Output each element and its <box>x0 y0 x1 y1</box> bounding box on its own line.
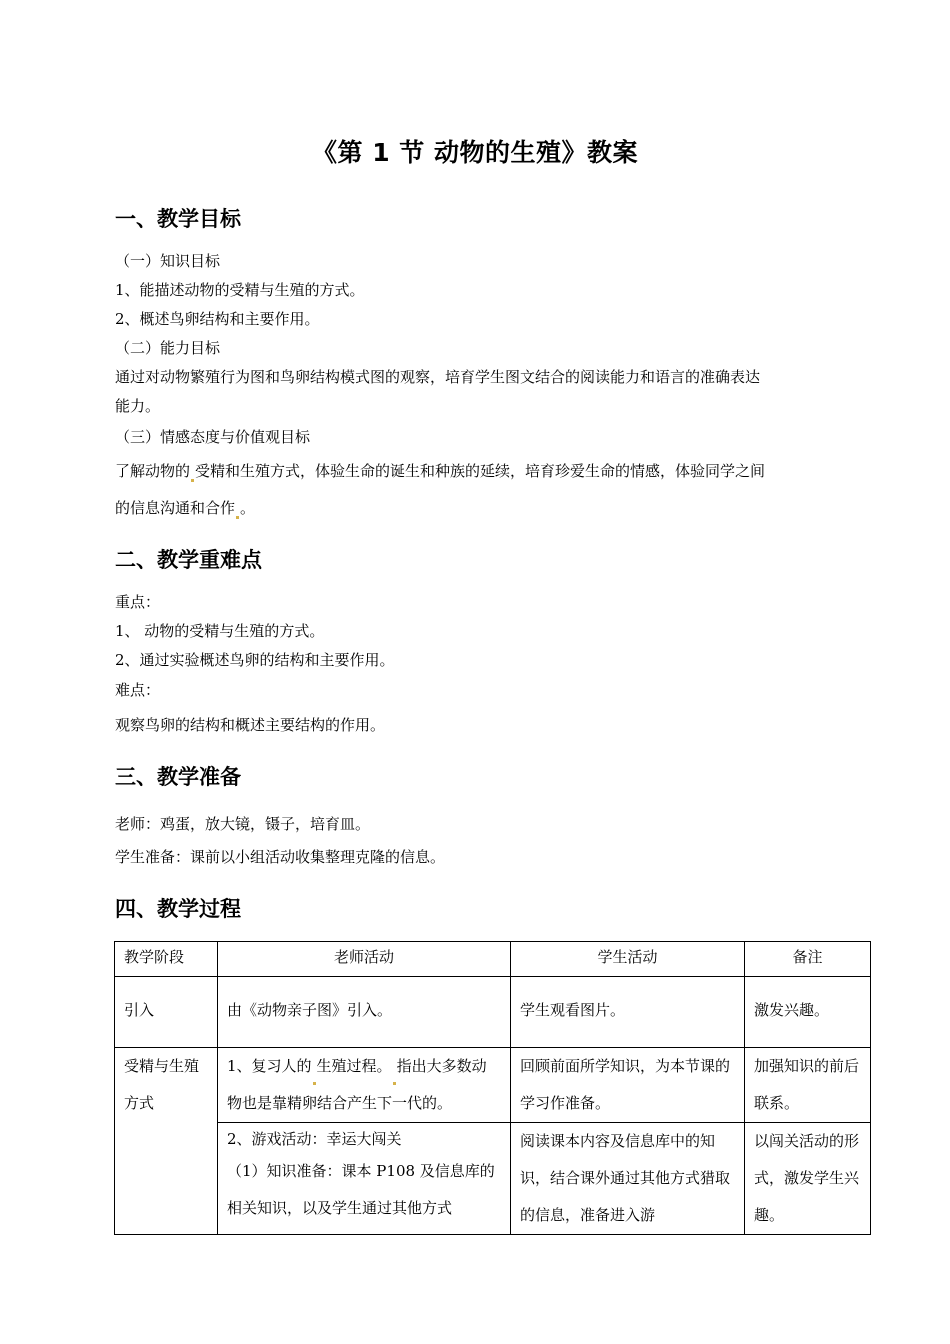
attitude-goal-label: （三）情感态度与价值观目标 <box>115 428 311 446</box>
header-student-activity: 学生活动 <box>511 942 745 977</box>
teacher-review-text-c: 指出大多数动物也是靠精卵结合产生下一代的。 <box>227 1057 487 1112</box>
header-stage: 教学阶段 <box>115 942 218 977</box>
stage-fertilization: 受精与生殖方式 <box>115 1048 218 1235</box>
teaching-process-table <box>114 941 871 1235</box>
difficult-point-1: 观察鸟卵的结构和概述主要结构的作用。 <box>115 716 386 734</box>
note-review: 加强知识的前后联系。 <box>745 1048 871 1123</box>
note-intro: 激发兴趣。 <box>745 977 871 1048</box>
comment-mark <box>236 516 239 519</box>
teacher-activity-game <box>218 1123 511 1235</box>
teacher-review-text-b: 生殖过程。 <box>316 1057 392 1075</box>
table-row <box>115 1123 871 1235</box>
attitude-text-d: 。 <box>240 499 256 517</box>
teacher-activity-intro: 由《动物亲子图》引入。 <box>218 977 511 1048</box>
student-activity-review: 回顾前面所学知识，为本节课的学习作准备。 <box>511 1048 745 1123</box>
heading-teaching-goals: 一、教学目标 <box>115 207 241 231</box>
attitude-goal-line-2 <box>115 498 840 519</box>
table-row <box>115 1048 871 1123</box>
attitude-text-c: 的信息沟通和合作 <box>115 499 236 517</box>
header-teacher-activity: 老师活动 <box>218 942 511 977</box>
heading-preparation: 三、教学准备 <box>115 765 241 789</box>
table-header-row <box>115 942 871 977</box>
teacher-activity-review <box>218 1048 511 1123</box>
note-game: 以闯关活动的形式，激发学生兴趣。 <box>745 1123 871 1235</box>
attitude-text-a: 了解动物的 <box>115 462 191 480</box>
comment-mark <box>393 1082 396 1085</box>
ability-goal-line-2: 能力。 <box>115 397 161 415</box>
teacher-review-text-a: 1、复习人的 <box>227 1057 312 1075</box>
student-preparation: 学生准备：课前以小组活动收集整理克隆的信息。 <box>115 848 446 866</box>
key-point-1: 1、 动物的受精与生殖的方式。 <box>115 622 325 640</box>
knowledge-goal-label: （一）知识目标 <box>115 252 221 270</box>
comment-mark <box>313 1082 316 1085</box>
student-activity-intro: 学生观看图片。 <box>511 977 745 1048</box>
teacher-game-line-2: （1）知识准备：课本 P108 及信息库的相关知识，以及学生通过其他方式 <box>227 1162 495 1217</box>
header-notes: 备注 <box>745 942 871 977</box>
ability-goal-line-1: 通过对动物繁殖行为图和鸟卵结构模式图的观察，培育学生图文结合的阅读能力和语言的准确表达 <box>115 368 761 386</box>
attitude-goal-line-1 <box>115 461 840 482</box>
document-title: 《第 1 节 动物的生殖》教案 <box>311 138 638 167</box>
heading-key-points: 二、教学重难点 <box>115 548 262 572</box>
difficult-point-label: 难点： <box>115 681 161 699</box>
knowledge-goal-2: 2、概述鸟卵结构和主要作用。 <box>115 310 320 328</box>
stage-intro: 引入 <box>115 977 218 1048</box>
table-row <box>115 977 871 1048</box>
key-point-2: 2、通过实验概述鸟卵的结构和主要作用。 <box>115 651 395 669</box>
attitude-text-b: 受精和生殖方式，体验生命的诞生和种族的延续，培育珍爱生命的情感，体验同学之间 <box>195 462 766 480</box>
comment-mark <box>191 479 194 482</box>
knowledge-goal-1: 1、能描述动物的受精与生殖的方式。 <box>115 281 365 299</box>
ability-goal-label: （二）能力目标 <box>115 339 221 357</box>
teacher-preparation: 老师：鸡蛋，放大镜，镊子，培育皿。 <box>115 815 371 833</box>
student-activity-game: 阅读课本内容及信息库中的知识，结合课外通过其他方式猎取的信息，准备进入游 <box>511 1123 745 1235</box>
teacher-game-line-1: 2、游戏活动：幸运大闯关 <box>227 1130 402 1148</box>
heading-teaching-process: 四、教学过程 <box>115 897 241 921</box>
key-point-label: 重点： <box>115 593 161 611</box>
